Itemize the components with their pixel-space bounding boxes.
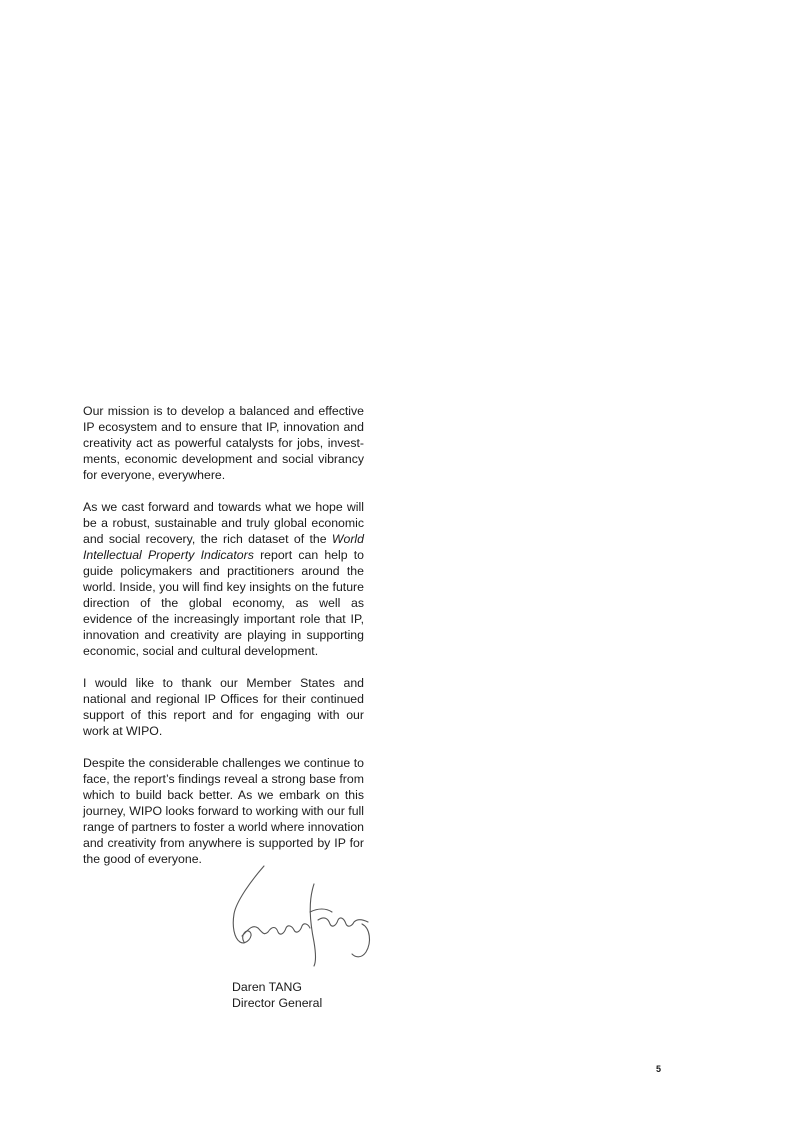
signer-block [232, 979, 322, 1011]
signer-name: Daren TANG [232, 980, 302, 994]
signature-stroke-6 [352, 924, 369, 957]
paragraph-recovery-text-end: report can help to guide policymakers and practitioners around the world. Inside, you will find key insights on the future direction of the global economy, as well as evidence of the increasingly important role that IP, innovation and creativity are playing in supporting economic, social and cultural development. [83, 548, 364, 658]
report-title: World Intellectual Property Indicators [83, 532, 364, 562]
paragraph-mission: Our mission is to develop a balanced and effective IP ecosystem and to ensure that IP, innovation and creativity act as powerful catalysts for jobs, investments, economic development and social vibrancy for everyone, everywhere. [83, 404, 364, 482]
paragraph-recovery [83, 499, 364, 659]
signature-stroke-5 [318, 918, 368, 926]
signature-stroke-3 [310, 884, 315, 966]
signature-stroke-2 [242, 924, 310, 936]
paragraph-recovery-text-start: As we cast forward and towards what we hope will be a robust, sustainable and truly global economic and social recovery, the rich dataset of the [83, 500, 364, 546]
signer-title: Director General [232, 996, 323, 1010]
signature-stroke-1 [233, 866, 264, 943]
page-number: 5 [656, 1064, 662, 1074]
paragraph-closing: Despite the considerable challenges we continue to face, the report’s findings reveal a strong base from which to build back better. As we embark on this journey, WIPO looks forward to working with our full range of partners to foster a world where innovation and creativity from anywhere is supported by IP for the good of everyone. [83, 756, 364, 866]
signature-stroke-4 [310, 909, 332, 912]
paragraph-thanks: I would like to thank our Member States and national and regional IP Offices for their continued support of this report and for engaging with our work at WIPO. [83, 676, 364, 738]
letter-body [83, 403, 364, 867]
signature-image [228, 862, 378, 972]
